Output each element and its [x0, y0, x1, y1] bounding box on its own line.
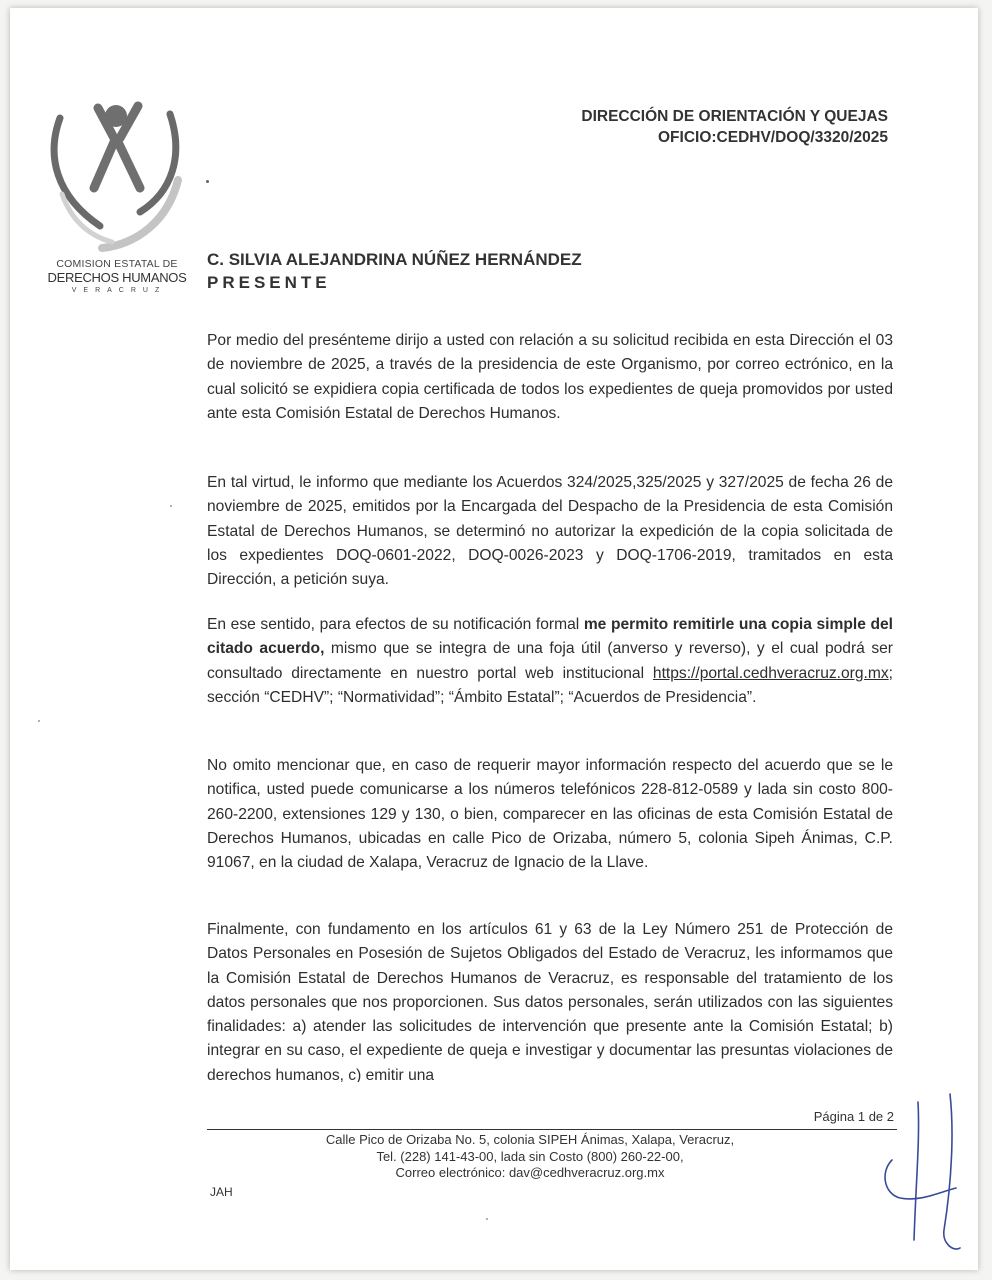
paragraph-2: En tal virtud, le informo que mediante los Acuerdos 324/2025,325/2025 y 327/2025 de fecha 26 de noviembre de 2025, emitidos por la Encargada del Despacho de la Presidencia de esta Comisión Estatal de Derechos Humanos, se determinó no autorizar la expedición de la copia solicitada de los expedientes DOQ-0601-2022, DOQ-0026-2023 y DOQ-1706-2019, tramitados en esta Dirección, a petición suya.: [207, 474, 893, 589]
document-page: [10, 8, 978, 1270]
office-reference: OFICIO:CEDHV/DOQ/3320/2025: [658, 129, 888, 146]
initials: JAH: [210, 1185, 233, 1199]
paper-speck: [170, 505, 172, 507]
paragraph-3-end: ; sección “CEDHV”; “Normatividad”; “Ámbito Estatal”; “Acuerdos de Presidencia”.: [207, 664, 893, 706]
handwritten-signature-icon: [880, 1090, 970, 1260]
cedh-logo: [42, 96, 192, 296]
portal-link[interactable]: https://portal.cedhveracruz.org.mx: [652, 664, 889, 682]
paragraph-3: [207, 613, 893, 710]
page-number: Página 1 de 2: [813, 1109, 894, 1124]
logo-text-line1: COMISION ESTATAL DE: [56, 258, 178, 270]
stray-dot: [206, 180, 209, 183]
paragraph-5: Finalmente, con fundamento en los artículos 61 y 63 de la Ley Número 251 de Protección de Datos Personales en Posesión de Sujetos Obligados del Estado de Veracruz, les informamos que la Comisión Estatal de Derechos Humanos de Veracruz, es responsable del tratamiento de los datos personales que nos proporcionen. Sus datos personales, serán utilizados con las siguientes finalidades: a) atender las solicitudes de intervención que presente ante la Comisión Estatal; b) integrar en su caso, el expediente de queja e investigar y documentar las presuntas violaciones de derechos humanos, c) emitir una: [207, 921, 893, 1082]
footer-phone: Tel. (228) 141-43-00, lada sin Costo (800) 260-22-00,: [376, 1148, 684, 1164]
recipient-name: C. SILVIA ALEJANDRINA NÚÑEZ HERNÁNDEZ: [207, 250, 582, 269]
recipient-greeting: PRESENTE: [207, 273, 331, 292]
human-figure-icon: [42, 96, 192, 256]
logo-text-line2: DERECHOS HUMANOS: [47, 270, 187, 285]
paragraph-3-mid: mismo que se integra de una foja útil (anverso y reverso), y el cual podrá ser consultado directamente en nuestro portal web institucional: [207, 640, 893, 682]
paragraph-3-start: En ese sentido, para efectos de su notificación formal: [207, 616, 584, 633]
footer-email: Correo electrónico: dav@cedhveracruz.org.mx: [395, 1165, 665, 1180]
paragraph-4: No omito mencionar que, en caso de requerir mayor información respecto del acuerdo que se le notifica, usted puede comunicarse a los números telefónicos 228-812-0589 y lada sin costo 800-260-2200, extensiones 129 y 130, o bien, comparecer en las oficinas de esta Comisión Estatal de Derechos Humanos, ubicadas en calle Pico de Orizaba, número 5, colonia Sipeh Ánimas, C.P. 91067, en la ciudad de Xalapa, Veracruz de Ignacio de la Llave.: [207, 757, 893, 872]
paper-speck: [486, 1218, 488, 1220]
footer-divider: [207, 1129, 897, 1130]
footer-street: Calle Pico de Orizaba No. 5, colonia SIPEH Ánimas, Xalapa, Veracruz,: [325, 1132, 735, 1147]
department-title: DIRECCIÓN DE ORIENTACIÓN Y QUEJAS: [581, 108, 888, 125]
paragraph-1: Por medio del presénteme dirijo a usted con relación a su solicitud recibida en esta Dirección el 03 de noviembre de 2025, a través de la presidencia de este Organismo, por correo ectrónico, en la cual solicitó se expidiera copia certificada de todos los expedientes de queja promovidos por usted ante esta Comisión Estatal de Derechos Humanos.: [207, 332, 893, 422]
paper-speck: [38, 720, 40, 722]
logo-text-line3: VERACRUZ: [71, 287, 167, 294]
letterhead-reference: [581, 106, 888, 148]
paragraph-3-bold: me permito remitirle una copia simple del citado acuerdo,: [207, 616, 894, 658]
recipient-block: [207, 248, 582, 294]
footer-address: [280, 1132, 780, 1182]
